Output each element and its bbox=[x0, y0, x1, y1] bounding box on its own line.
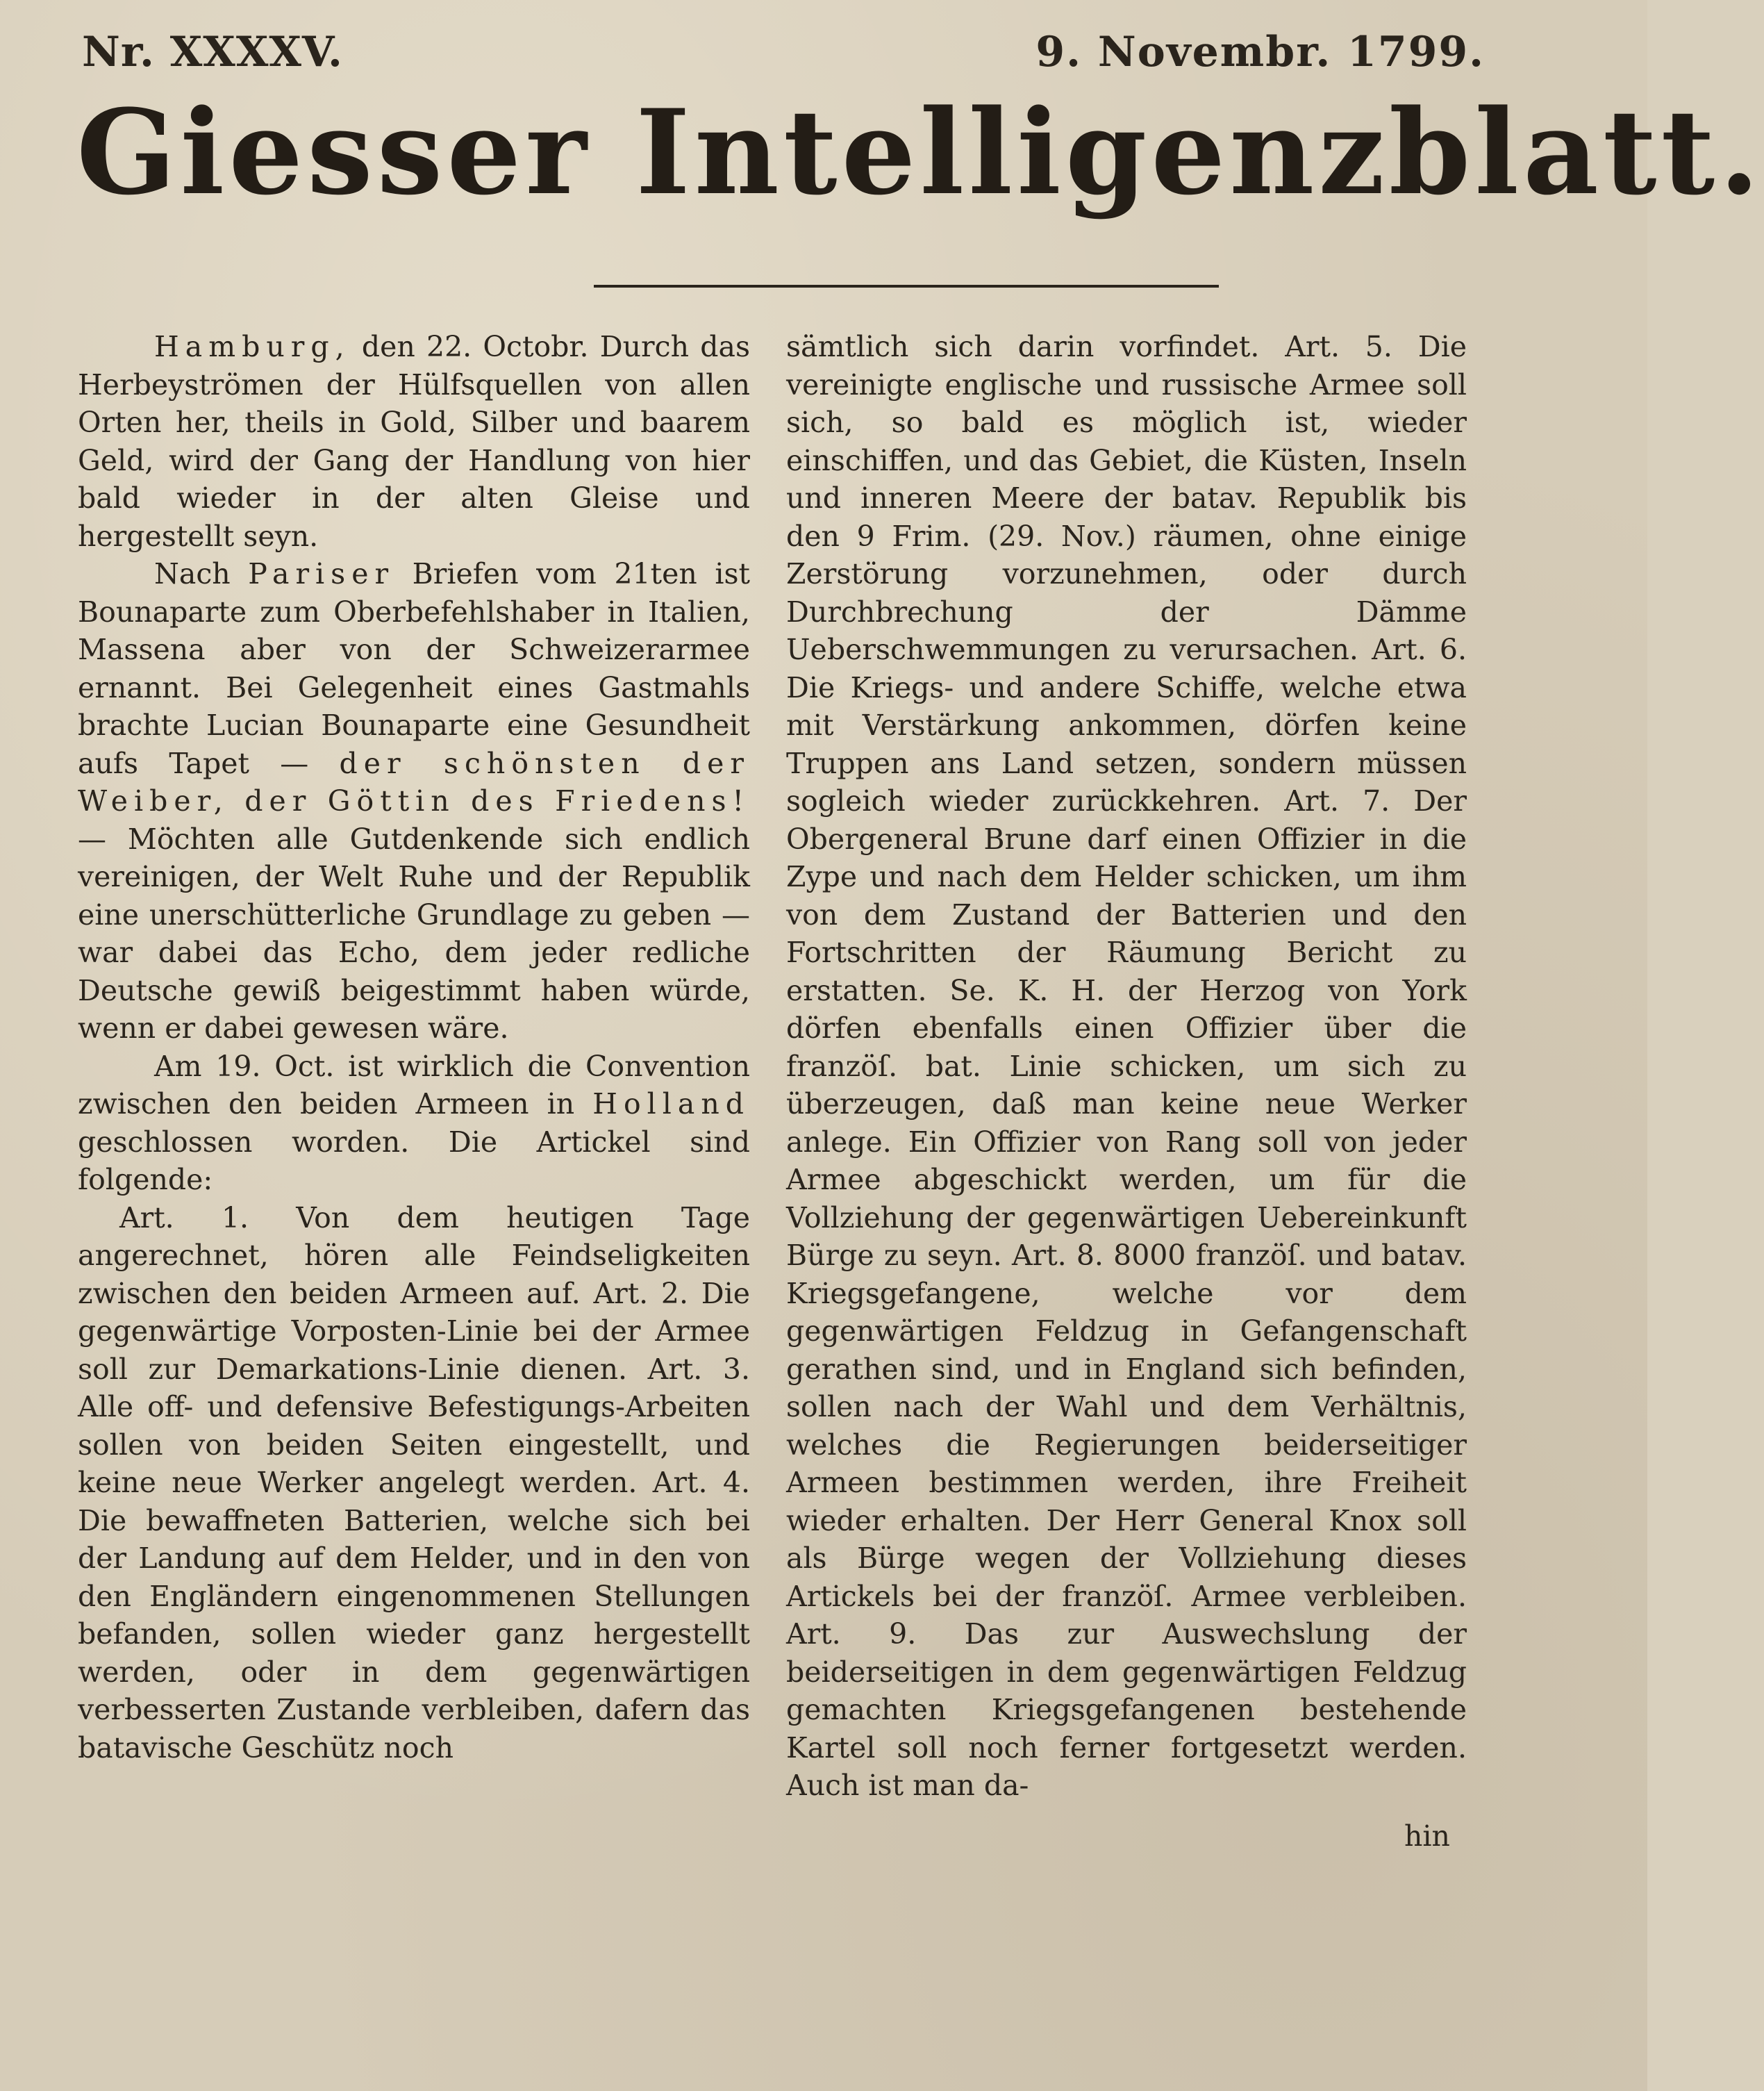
issue-date: 9. Novembr. 1799. bbox=[1035, 28, 1485, 76]
newspaper-title: Giesser Intelligenzblatt. bbox=[76, 83, 1764, 221]
articles-list-continued: sämtlich sich darin vorfindet. Art. 5. Die vereinigte englische und russische Armee soll sich, so bald es möglich ist, wieder einschiffen, und das Gebiet, die Küsten, Inseln und inneren Meere der batav. Republik bis den 9 Frim. (29. Nov.) räumen, ohne einige Zerstörung vorzunehmen, oder durch Durchbrechung der Dämme Ueberschwemmungen zu verursachen. Art. 6. Die Kriegs- und andere Schiffe, welche etwa mit Verstärkung ankommen, dörfen keine Truppen ans Land setzen, sondern müssen sogleich wieder zurückkehren. Art. 7. Der Obergeneral Brune darf einen Offizier in die Zype und nach dem Helder schicken, um ihm von dem Zustand der Batterien und den Fortschritten der Räumung Bericht zu erstatten. Se. K. H. der Herzog von York dörfen ebenfalls einen Offizier über die franzöſ. bat. Linie schicken, um sich zu überzeugen, daß man keine neue Werker anlege. Ein Offizier von Rang soll von jeder Armee abgeschickt werden, um für die Vollziehung der gegenwärtigen Uebereinkunft Bürge zu seyn. Art. 8. 8000 franzöſ. und batav. Kriegsgefangene, welche vor dem gegenwärtigen Feldzug in Gefangenschaft gerathen sind, und in England sich befinden, sollen nach der Wahl und dem Verhältnis, welches die Regierungen beiderseitiger Armeen bestimmen werden, ihre Freiheit wieder erhalten. Der Herr General Knox soll als Bürge wegen der Vollziehung dieses Artickels bei der franzöſ. Armee verbleiben. Art. 9. Das zur Auswechslung der beiderseitigen in dem gegenwärtigen Feldzug gemachten Kriegsgefangenen bestehende Kartel soll noch ferner fortgesetzt werden. Auch ist man da- bbox=[786, 330, 1467, 1802]
article-hamburg-text: den 22. Octobr. Durch das Herbeyströmen der Hülfsquellen von allen Orten her, theils in Gold, Silber und baarem Geld, wird der Gang der Handlung von hier bald wieder in der alten Gleise und hergestellt seyn. bbox=[78, 330, 750, 553]
article-convention-text-b: geschlossen worden. Die Artickel sind folgende: bbox=[78, 1125, 750, 1196]
article-paris-lead: Nach bbox=[154, 557, 249, 590]
article-paris-text-a: Briefen vom 21ten ist Bounaparte zum Oberbefehlshaber in Italien, Massena aber von der Schweizerarmee ernannt. Bei Gelegenheit eines Gastmahls brachte Lucian Bounaparte eine Gesundheit aufs Tapet — bbox=[78, 557, 750, 780]
articles-list-start: Art. 1. Von dem heutigen Tage angerechnet, hören alle Feindseligkeiten zwischen den beiden Armeen auf. Art. 2. Die gegenwärtige Vorposten-Linie bei der Armee soll zur Demarkations-Linie dienen. Art. 3. Alle off- und defensive Befestigungs-Arbeiten sollen von beiden Seiten eingestellt, und keine neue Werker angelegt werden. Art. 4. Die bewaffneten Batterien, welche sich bei der Landung auf dem Helder, und in den von den Engländern eingenommenen Stellungen befanden, sollen wieder ganz hergestellt werden, oder in dem gegenwärtigen verbesserten Zustande verbleiben, dafern das batavische Geschütz noch bbox=[78, 1200, 750, 1764]
article-paris bbox=[78, 555, 750, 1048]
issue-number: Nr. XXXXV. bbox=[82, 28, 343, 76]
article-convention bbox=[78, 1048, 750, 1199]
article-convention-text-a: Am 19. Oct. ist wirklich die Convention zwischen den beiden Armeen in bbox=[78, 1049, 750, 1121]
toast-text: der schönsten der Weiber, der Göttin des Friedens! bbox=[78, 746, 750, 818]
place-hamburg: Hamburg, bbox=[154, 330, 351, 363]
masthead-top-line bbox=[82, 28, 1485, 76]
catchword: hin bbox=[1404, 1819, 1450, 1853]
article-hamburg bbox=[78, 328, 750, 555]
article-paris-text-b: — Möchten alle Gutdenkende sich endlich vereinigen, der Welt Ruhe und der Republik eine unerschütterliche Grundlage zu geben — war dabei das Echo, dem jeder redliche Deutsche gewiß beigestimmt haben würde, wenn er dabei gewesen wäre. bbox=[78, 822, 750, 1045]
title-rule bbox=[594, 285, 1219, 288]
place-holland: Holland bbox=[592, 1087, 750, 1121]
right-column bbox=[786, 328, 1467, 1805]
left-column bbox=[78, 328, 750, 1767]
place-paris: Pariser bbox=[248, 557, 395, 590]
